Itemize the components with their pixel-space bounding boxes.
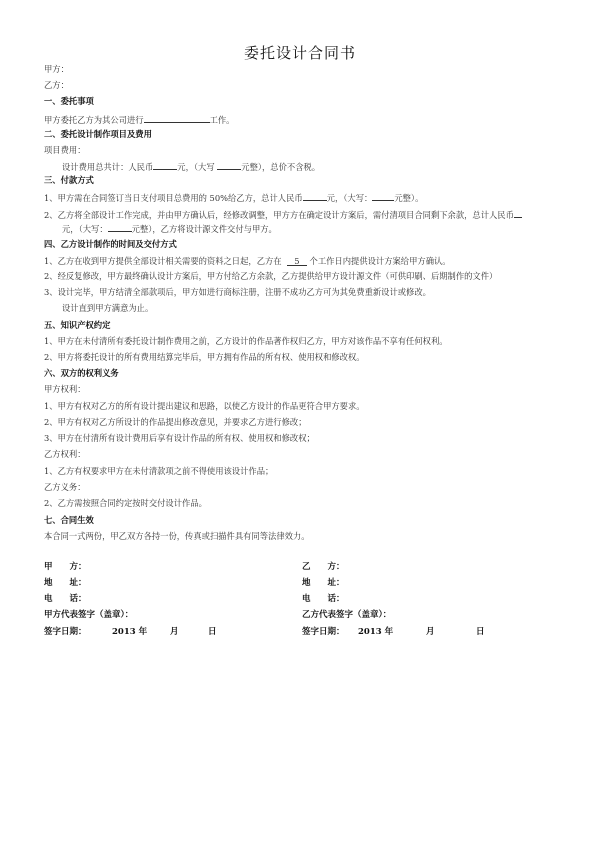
payment-item-2-cont bbox=[62, 222, 277, 234]
payment-1-pre: 1、甲方需在合同签订当日支付项目总费用的 50%给乙方，总计人民币 bbox=[44, 193, 303, 203]
section-1-text bbox=[44, 113, 234, 125]
payment-1-amount-blank bbox=[303, 191, 327, 201]
section-2-heading: 二、委托设计制作项目及费用 bbox=[44, 129, 152, 139]
document-title: 委托设计合同书 bbox=[243, 44, 356, 62]
sig-day-a: 日 bbox=[208, 627, 217, 637]
section-4-heading: 四、乙方设计制作的时间及交付方式 bbox=[44, 239, 177, 249]
sig-year-a: 2013 年 bbox=[112, 627, 148, 637]
sig-year-b: 2013 年 bbox=[358, 627, 394, 637]
payment-2-amount-blank bbox=[514, 208, 522, 218]
ip-item-2: 2、甲方将委托设计的所有费用结算完毕后，甲方拥有作品的所有权、使用权和修改权。 bbox=[44, 352, 365, 362]
payment-2-pre: 元，（大写： bbox=[62, 224, 108, 234]
party-b-line: 乙方： bbox=[44, 80, 69, 90]
project-fee-label: 项目费用： bbox=[44, 145, 86, 155]
fee-mid: 元，（大写 bbox=[177, 162, 215, 172]
working-days-value: 5 bbox=[287, 256, 307, 266]
fee-post: 元整），总价不含税。 bbox=[241, 162, 321, 172]
party-a-right-3: 3、甲方在付清所有设计费用后享有设计作品的所有权、使用权和修改权； bbox=[44, 433, 315, 443]
sig-date-label-b: 签字日期： bbox=[302, 627, 345, 637]
s1-text-pre: 甲方委托乙方为其公司进行 bbox=[44, 115, 144, 125]
party-a-line: 甲方： bbox=[44, 64, 69, 74]
party-a-right-2: 2、甲方有权对乙方所设计的作品提出修改意见，并要求乙方进行修改； bbox=[44, 417, 307, 427]
payment-item-1 bbox=[44, 191, 423, 203]
delivery-item-1 bbox=[44, 256, 451, 266]
delivery-item-3-cont: 设计直到甲方满意为止。 bbox=[62, 303, 154, 313]
payment-1-post: 元整）。 bbox=[394, 193, 424, 203]
sig-rep-b: 乙方代表签字（盖章）： bbox=[302, 610, 392, 620]
payment-2-line1: 2、乙方将全部设计工作完成，并由甲方确认后，经修改调整，甲方方在确定设计方案后，需付清项目合同剩下余款，总计人民币 bbox=[44, 210, 514, 220]
delivery-1-pre: 1、乙方在收到甲方提供全部设计相关需要的资料之日起，乙方在 bbox=[44, 256, 282, 266]
payment-2-post: 元整），乙方将设计源文件交付与甲方。 bbox=[131, 224, 277, 234]
fee-amount-blank bbox=[153, 160, 177, 170]
delivery-item-3: 3、设计完毕，甲方结清全部款项后，甲方如进行商标注册，注册不成功乙方可为其免费重新设计或修改。 bbox=[44, 287, 431, 297]
s1-text-post: 工作。 bbox=[209, 115, 235, 125]
section-7-heading: 七、合同生效 bbox=[44, 515, 94, 525]
delivery-item-2: 2、经反复修改，甲方最终确认设计方案后，甲方付给乙方余款，乙方提供给甲方设计源文件（可供印刷、后期制作的文件） bbox=[44, 271, 498, 281]
sig-date-label-a: 签字日期： bbox=[44, 627, 87, 637]
sig-month-a: 月 bbox=[170, 627, 179, 637]
section-6-heading: 六、双方的权利义务 bbox=[44, 368, 119, 378]
payment-item-2 bbox=[44, 208, 522, 220]
payment-1-mid: 元，（大写： bbox=[326, 193, 373, 203]
sig-phone-b: 电 话： bbox=[302, 594, 345, 604]
sig-party-b: 乙 方： bbox=[302, 562, 345, 572]
party-b-duties-label: 乙方义务： bbox=[44, 482, 86, 492]
project-blank bbox=[144, 113, 210, 123]
party-a-rights-label: 甲方权利： bbox=[44, 384, 86, 394]
party-b-right-1: 1、乙方有权要求甲方在未付清款项之前不得使用该设计作品； bbox=[44, 466, 274, 476]
delivery-1-post: 个工作日内提供设计方案给甲方确认。 bbox=[309, 256, 451, 266]
sig-party-a: 甲 方： bbox=[44, 562, 87, 572]
payment-1-uppercase-blank bbox=[372, 191, 394, 201]
sig-address-a: 地 址： bbox=[44, 578, 87, 588]
sig-month-b: 月 bbox=[426, 627, 435, 637]
sig-day-b: 日 bbox=[476, 627, 485, 637]
effectiveness-text: 本合同一式两份，甲乙双方各持一份，传真或扫描件具有同等法律效力。 bbox=[44, 531, 310, 541]
section-5-heading: 五、知识产权约定 bbox=[44, 320, 111, 330]
fee-total-line bbox=[62, 160, 320, 172]
party-b-rights-label: 乙方权利： bbox=[44, 449, 86, 459]
fee-pre: 设计费用总共计：人民币 bbox=[62, 162, 154, 172]
payment-2-uppercase-blank bbox=[108, 222, 132, 232]
sig-rep-a: 甲方代表签字（盖章）： bbox=[44, 610, 134, 620]
ip-item-1: 1、甲方在未付清所有委托设计制作费用之前，乙方设计的作品著作权归乙方，甲方对该作品不享有任何权利。 bbox=[44, 336, 448, 346]
section-1-heading: 一、委托事项 bbox=[44, 96, 94, 106]
section-3-heading: 三、付款方式 bbox=[44, 175, 94, 185]
sig-address-b: 地 址： bbox=[302, 578, 345, 588]
fee-uppercase-blank bbox=[217, 160, 241, 170]
party-b-duty-2: 2、乙方需按照合同约定按时交付设计作品。 bbox=[44, 498, 207, 508]
party-a-right-1: 1、甲方有权对乙方的所有设计提出建议和思路，以使乙方设计的作品更符合甲方要求。 bbox=[44, 401, 365, 411]
sig-phone-a: 电 话： bbox=[44, 594, 87, 604]
